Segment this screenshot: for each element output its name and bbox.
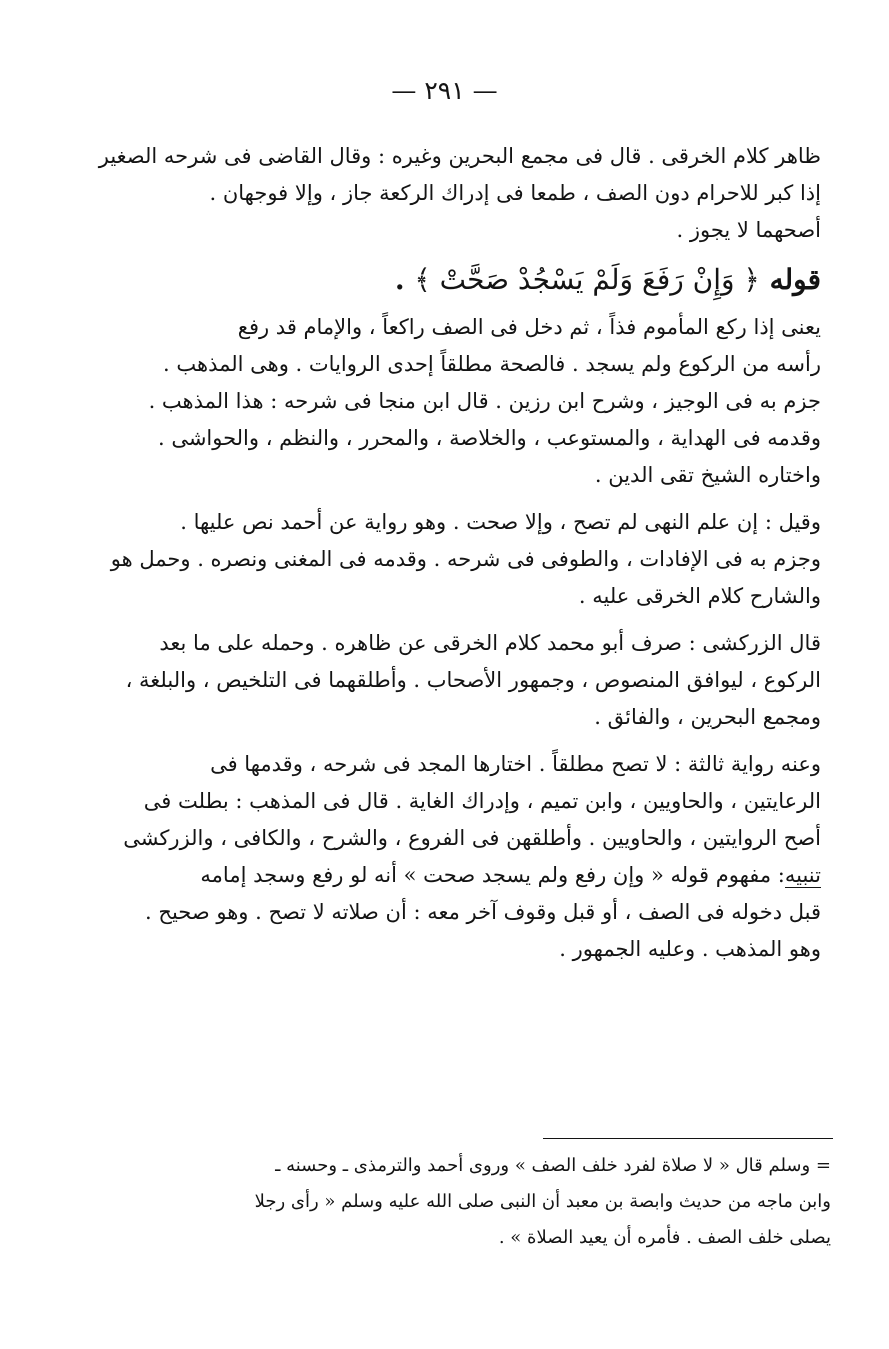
text-line: قال الزركشى : صرف أبو محمد كلام الخرقى عن ظاهره . وحمله على ما بعد <box>159 631 821 655</box>
text-line: قبل دخوله فى الصف ، أو قبل وقوف آخر معه : أن صلاته لا تصح . وهو صحيح . <box>145 900 821 924</box>
text-line: وعنه رواية ثالثة : لا تصح مطلقاً . اختارها المجد فى شرحه ، وقدمها فى <box>210 752 821 776</box>
main-text <box>63 138 821 968</box>
footnote-line: = وسلم قال « لا صلاة لفرد خلف الصف » وروى أحمد والترمذى ـ وحسنه ـ <box>275 1155 831 1176</box>
heading-suffix: . <box>394 263 405 296</box>
text-line: واختاره الشيخ تقى الدين . <box>594 463 821 487</box>
page-number: — ٢٩١ — <box>391 76 498 105</box>
text-line: أصحهما لا يجوز . <box>676 218 821 242</box>
text-line: والشارح كلام الخرقى عليه . <box>578 584 821 608</box>
section-heading <box>63 257 821 303</box>
text-line <box>63 857 821 894</box>
paragraph-1 <box>63 138 821 249</box>
paragraph-2 <box>63 309 821 494</box>
text-line: أصح الروايتين ، والحاويين . وأطلقهن فى الفروع ، والشرح ، والكافى ، والزركشى <box>123 826 821 850</box>
paragraph-gap <box>63 736 821 746</box>
text-line: رأسه من الركوع ولم يسجد . فالصحة مطلقاً إحدى الروايات . وهى المذهب . <box>163 352 821 376</box>
paragraph-tanbih <box>63 857 821 968</box>
text-line: يعنى إذا ركع المأموم فذاً ، ثم دخل فى الصف راكعاً ، والإمام قد رفع <box>237 315 821 339</box>
quoted-verse: ﴿ وَإِنْ رَفَعَ وَلَمْ يَسْجُدْ صَحَّتْ ﴾ <box>414 263 760 296</box>
footnotes <box>61 1148 831 1256</box>
text-line: وقيل : إن علم النهى لم تصح ، وإلا صحت . وهو رواية عن أحمد نص عليها . <box>180 510 821 534</box>
tanbih-label: تنبيه <box>784 863 821 887</box>
heading-prefix: قوله <box>769 263 821 296</box>
text-line: الركوع ، ليوافق المنصوص ، وجمهور الأصحاب . وأطلقهما فى التلخيص ، والبلغة ، <box>125 668 821 692</box>
paragraph-gap <box>63 494 821 504</box>
text-line: الرعايتين ، والحاويين ، وابن تميم ، وإدراك الغاية . قال فى المذهب : بطلت فى <box>143 789 821 813</box>
text-line: وقدمه فى الهداية ، والمستوعب ، والخلاصة ، والمحرر ، والنظم ، والحواشى . <box>157 426 821 450</box>
paragraph-4 <box>63 625 821 736</box>
footnote-separator <box>543 1138 833 1139</box>
text-line: ظاهر كلام الخرقى . قال فى مجمع البحرين وغيره : وقال القاضى فى شرحه الصغير <box>98 144 821 168</box>
footnote-line: يصلى خلف الصف . فأمره أن يعيد الصلاة » . <box>498 1227 831 1248</box>
text-line: جزم به فى الوجيز ، وشرح ابن رزين . قال ابن منجا فى شرحه : هذا المذهب . <box>148 389 821 413</box>
tanbih-text: : مفهوم قوله « وإن رفع ولم يسجد صحت » أنه لو رفع وسجد إمامه <box>200 863 785 887</box>
paragraph-gap <box>63 615 821 625</box>
text-line: ومجمع البحرين ، والفائق . <box>594 705 821 729</box>
text-line: وجزم به فى الإفادات ، والطوفى فى شرحه . وقدمه فى المغنى ونصره . وحمل هو <box>110 547 821 571</box>
paragraph-3 <box>63 504 821 615</box>
text-line: وهو المذهب . وعليه الجمهور . <box>559 937 821 961</box>
text-line: إذا كبر للاحرام دون الصف ، طمعا فى إدراك الركعة جاز ، وإلا فوجهان . <box>209 181 821 205</box>
footnote-line: وابن ماجه من حديث وابصة بن معبد أن النبى صلى الله عليه وسلم « رأى رجلا <box>254 1191 831 1212</box>
paragraph-5 <box>63 746 821 857</box>
